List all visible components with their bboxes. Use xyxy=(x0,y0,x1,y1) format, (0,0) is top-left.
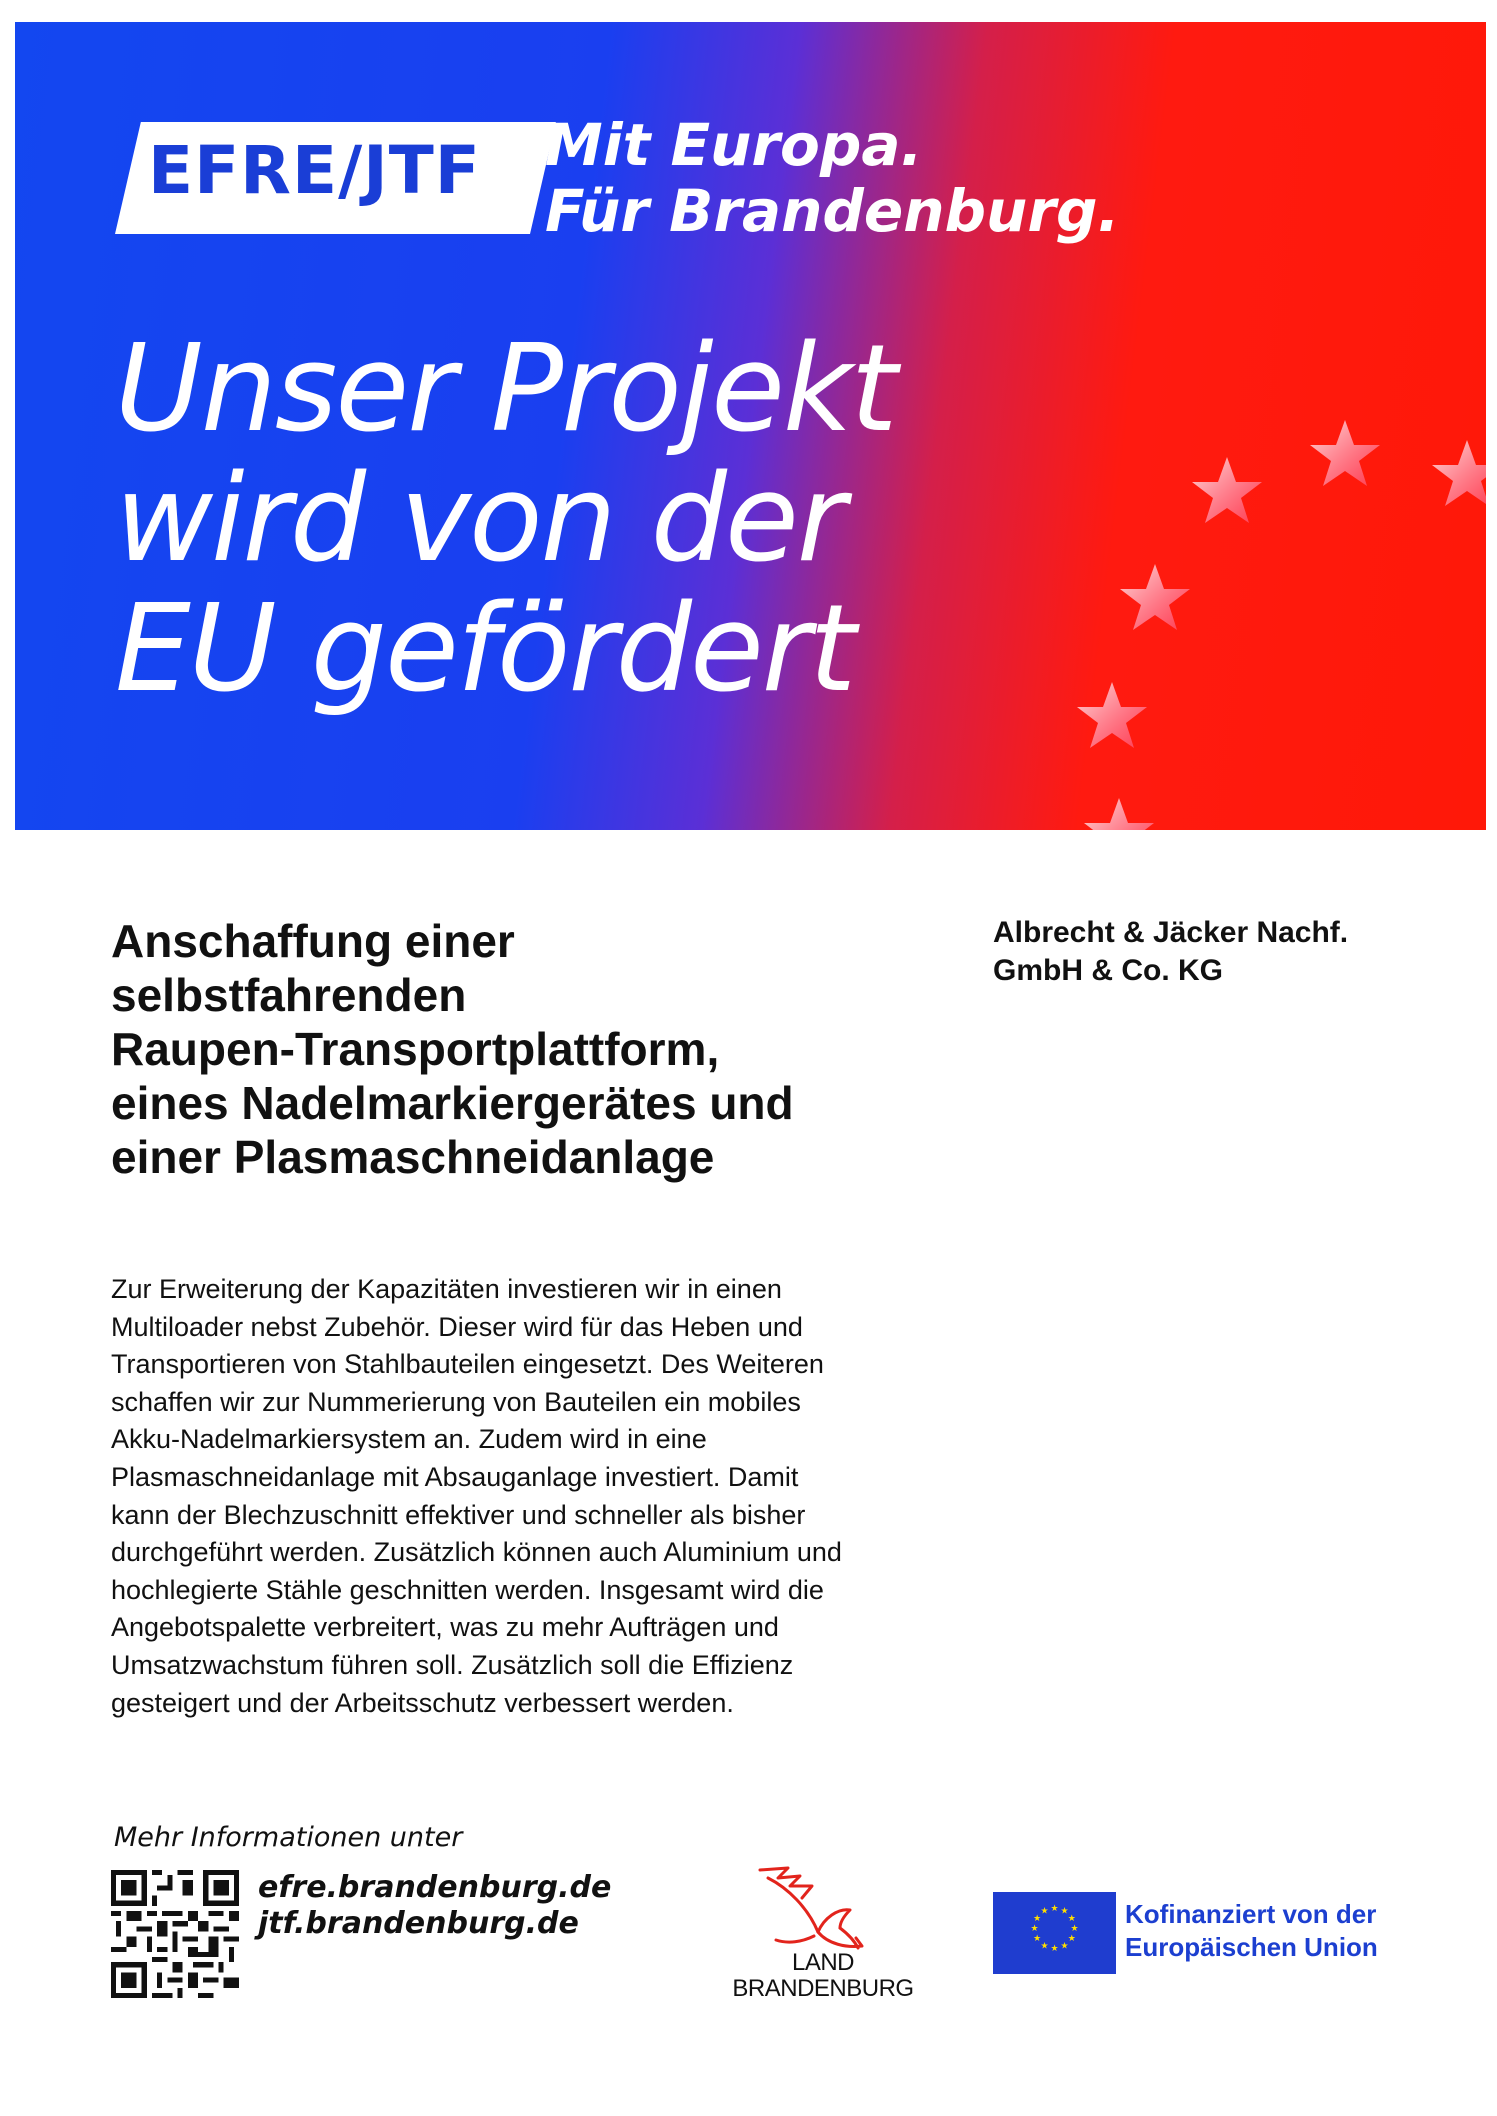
project-title-line: eines Nadelmarkiergerätes und xyxy=(111,1077,794,1129)
description-line: Plasmaschneidanlage mit Absauganlage investiert. Damit xyxy=(111,1461,799,1492)
project-description xyxy=(111,1271,911,1722)
more-info-label: Mehr Informationen unter xyxy=(114,1822,463,1853)
link-efre[interactable]: efre.brandenburg.de xyxy=(258,1870,612,1905)
svg-text:★: ★ xyxy=(1040,1906,1049,1917)
star-icon xyxy=(1432,440,1486,506)
brandenburg-line: BRANDENBURG xyxy=(732,1975,914,2002)
headline-line: wird von der xyxy=(115,450,845,589)
project-title-line: einer Plasmaschneidanlage xyxy=(111,1131,715,1183)
description-line: schaffen wir zur Nummerierung von Bauteilen ein mobiles xyxy=(111,1386,801,1417)
description-line: Angebotspalette verbreitert, was zu mehr Aufträgen und xyxy=(111,1612,779,1643)
description-line: kann der Blechzuschnitt effektiver und schneller als bisher xyxy=(111,1499,806,1530)
svg-text:★: ★ xyxy=(1060,1906,1069,1917)
svg-text:★: ★ xyxy=(1033,1934,1042,1944)
star-icon xyxy=(1077,682,1147,748)
efre-jtf-logo-text: EFRE/JTF xyxy=(148,132,481,209)
svg-text:★: ★ xyxy=(1030,1924,1039,1934)
svg-text:★: ★ xyxy=(1067,1914,1076,1924)
svg-text:★: ★ xyxy=(1067,1934,1076,1944)
company-name xyxy=(993,914,1348,990)
brandenburg-line: LAND xyxy=(791,1949,855,1976)
links xyxy=(258,1870,611,1942)
description-line: hochlegierte Stähle geschnitten werden. Insgesamt wird die xyxy=(111,1574,824,1605)
eu-text-line: Europäischen Union xyxy=(1125,1932,1378,1962)
qr-code-icon[interactable] xyxy=(111,1870,239,1998)
eu-text-line: Kofinanziert von der xyxy=(1125,1899,1377,1929)
svg-text:★: ★ xyxy=(1060,1941,1069,1952)
project-title-line: Raupen-Transportplattform, xyxy=(111,1023,720,1075)
description-line: gesteigert und der Arbeitsschutz verbessert werden. xyxy=(111,1687,734,1718)
star-icon xyxy=(1192,457,1262,523)
headline-line: Unser Projekt xyxy=(115,320,896,459)
svg-text:★: ★ xyxy=(1040,1941,1049,1952)
project-title xyxy=(111,914,911,1184)
description-line: Umsatzwachstum führen soll. Zusätzlich soll die Effizienz xyxy=(111,1649,794,1680)
svg-text:★: ★ xyxy=(1050,1944,1059,1954)
link-jtf[interactable]: jtf.brandenburg.de xyxy=(258,1906,579,1941)
brandenburg-wordmark xyxy=(728,1950,918,2002)
eu-flag-icon xyxy=(993,1892,1116,1974)
project-title-line: Anschaffung einer xyxy=(111,915,515,967)
star-icon xyxy=(1310,420,1380,486)
svg-text:★: ★ xyxy=(1070,1924,1079,1934)
slogan xyxy=(545,112,1120,244)
slogan-line: Mit Europa. xyxy=(545,111,923,179)
description-line: Multiloader nebst Zubehör. Dieser wird für das Heben und xyxy=(111,1311,803,1342)
eu-cofinanced-label xyxy=(1125,1898,1378,1964)
description-line: Akku-Nadelmarkiersystem an. Zudem wird in eine xyxy=(111,1424,707,1455)
description-line: durchgeführt werden. Zusätzlich können auch Aluminium und xyxy=(111,1537,842,1568)
star-icon xyxy=(1084,798,1154,830)
description-line: Transportieren von Stahlbauteilen eingesetzt. Des Weiteren xyxy=(111,1349,824,1380)
headline-line: EU gefördert xyxy=(115,580,855,719)
description-line: Zur Erweiterung der Kapazitäten investieren wir in einen xyxy=(111,1274,782,1304)
headline xyxy=(115,320,896,719)
company-name-line: GmbH & Co. KG xyxy=(993,954,1223,987)
svg-text:★: ★ xyxy=(1050,1904,1059,1914)
slogan-line: Für Brandenburg. xyxy=(545,177,1120,245)
star-icon xyxy=(1120,564,1190,630)
svg-text:★: ★ xyxy=(1033,1914,1042,1924)
project-title-line: selbstfahrenden xyxy=(111,969,467,1021)
company-name-line: Albrecht & Jäcker Nachf. xyxy=(993,916,1349,949)
